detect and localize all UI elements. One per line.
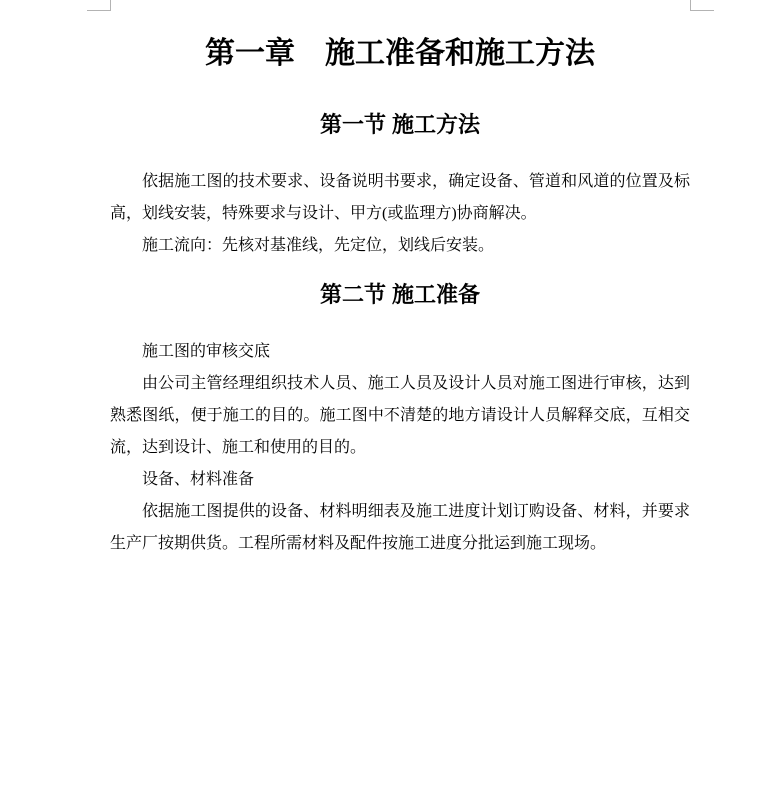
section-1-paragraph-2: 施工流向：先核对基准线，先定位，划线后安装。 [142,237,495,254]
section-2-paragraph-3: 设备、材料准备 [142,471,255,488]
section-1-heading: 第一节 施工方法 [319,112,481,137]
text-boundary-mark-top-left [87,0,111,11]
section-2-heading: 第二节 施工准备 [319,282,481,307]
section-2-paragraph-4: 依据施工图提供的设备、材料明细表及施工进度计划订购设备、材料，并要求生产厂按期供货。工程所需材料及配件按施工进度分批运到施工现场。 [110,503,690,552]
section-2-paragraph-1: 施工图的审核交底 [142,343,271,360]
section-1-paragraph-1: 依据施工图的技术要求、设备说明书要求，确定设备、管道和风道的位置及标高，划线安装，特殊要求与设计、甲方(或监理方)协商解决。 [110,173,690,222]
section-2-paragraph-2: 由公司主管经理组织技术人员、施工人员及设计人员对施工图进行审核，达到熟悉图纸，便于施工的目的。施工图中不清楚的地方请设计人员解释交底，互相交流，达到设计、施工和使用的目的。 [110,375,690,456]
text-boundary-mark-top-right [690,0,714,11]
chapter-title: 第一章 施工准备和施工方法 [205,37,595,70]
document-content [110,0,690,560]
